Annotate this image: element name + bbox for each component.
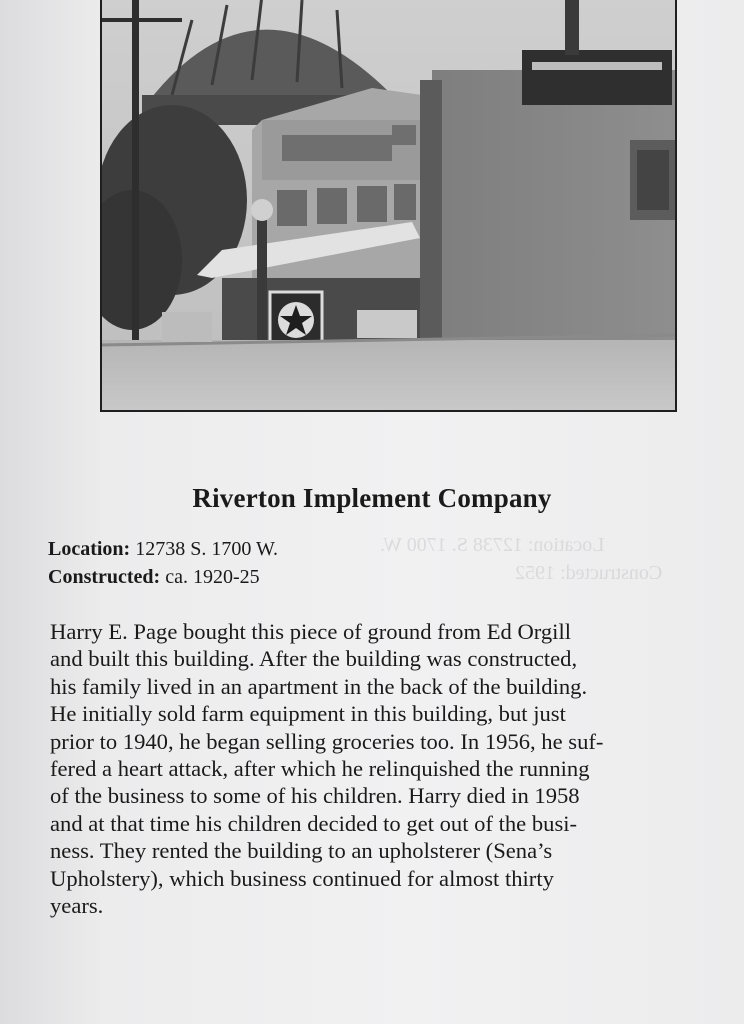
body-line: Upholstery), which business continued for almost thirty <box>50 865 554 891</box>
body-line: He initially sold farm equipment in this building, but just <box>50 701 566 727</box>
body-line: Harry E. Page bought this piece of ground from Ed Orgill <box>50 619 572 644</box>
location-value: 12738 S. 1700 W. <box>135 538 279 560</box>
body-line: prior to 1940, he began selling groceries too. In 1956, he suf- <box>50 728 604 754</box>
location-line <box>48 538 278 561</box>
body-line: and at that time his children decided to get out of the busi- <box>50 810 578 836</box>
body-line: and built this building. After the building was constructed, <box>50 646 578 672</box>
constructed-label: Constructed: <box>48 566 161 588</box>
constructed-line <box>48 566 260 589</box>
historic-photo <box>100 0 677 412</box>
body-line: fered a heart attack, after which he relinquished the running <box>50 755 590 781</box>
article-body <box>50 618 744 919</box>
body-line: years. <box>50 892 104 918</box>
article-title: Riverton Implement Company <box>192 483 552 513</box>
bleed-through-text: Location: 12738 S. 1700 W. <box>380 534 605 556</box>
body-line: of the business to some of his children. Harry died in 1958 <box>50 783 580 809</box>
location-label: Location: <box>48 538 131 560</box>
bleed-through-text: Constructed: 1952 <box>515 562 663 584</box>
constructed-value: ca. 1920-25 <box>165 566 260 588</box>
body-line: ness. They rented the building to an upholsterer (Sena’s <box>50 838 553 864</box>
body-line: his family lived in an apartment in the back of the building. <box>50 673 588 699</box>
